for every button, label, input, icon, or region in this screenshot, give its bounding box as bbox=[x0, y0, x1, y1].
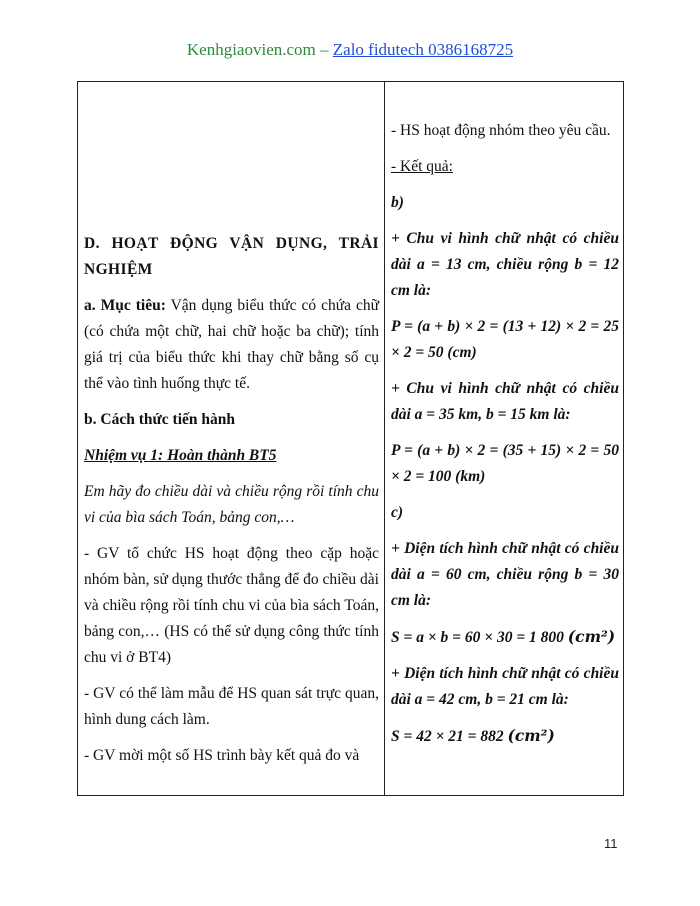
perimeter2-title: + Chu vi hình chữ nhật có chiều dài a = 35 km, b = 15 km là: bbox=[391, 380, 619, 423]
student-activity-column bbox=[391, 118, 619, 760]
result-label: - Kết quả: bbox=[391, 158, 453, 175]
group-work-text: - HS hoạt động nhóm theo yêu cầu. bbox=[391, 122, 611, 139]
area2-calc: S = 42 × 21 = 882 bbox=[391, 728, 508, 745]
header-separator: – bbox=[315, 40, 333, 59]
step-item: - GV mời một số HS trình bày kết quả đo và bbox=[84, 747, 360, 764]
objective-paragraph bbox=[84, 293, 379, 397]
perimeter2-calc: P = (a + b) × 2 = (35 + 15) × 2 = 50 × 2 = 100 (km) bbox=[391, 442, 619, 485]
step-item: - GV tổ chức HS hoạt động theo cặp hoặc nhóm bàn, sử dụng thước thẳng để đo chiều dài và chiều rộng rồi tính chu vi của bìa sách Toán, bảng con,… (HS có thể sử dụng công thức tính chu vi ở BT4) bbox=[84, 545, 379, 666]
objective-label: a. Mục tiêu: bbox=[84, 297, 166, 314]
perimeter1-title: + Chu vi hình chữ nhật có chiều dài a = 13 cm, chiều rộng b = 12 cm là: bbox=[391, 230, 619, 299]
page-number: 11 bbox=[604, 836, 618, 851]
part-c-label: c) bbox=[391, 504, 404, 521]
teacher-activity-column bbox=[84, 231, 379, 779]
section-title: D. HOẠT ĐỘNG VẬN DỤNG, TRẢI NGHIỆM bbox=[84, 235, 379, 278]
header-zalo-link[interactable]: Zalo fidutech 0386168725 bbox=[332, 40, 514, 59]
area1-title: + Diện tích hình chữ nhật có chiều dài a = 60 cm, chiều rộng b = 30 cm là: bbox=[391, 540, 619, 609]
column-divider bbox=[384, 82, 385, 795]
area2-title: + Diện tích hình chữ nhật có chiều dài a = 42 cm, b = 21 cm là: bbox=[391, 665, 619, 708]
step-item: - GV có thể làm mẫu để HS quan sát trực quan, hình dung cách làm. bbox=[84, 685, 379, 728]
objective-text: Vận dụng biểu thức có chứa chữ (có chứa một chữ, hai chữ hoặc ba chữ); tính giá trị của biểu thức khi thay chữ bằng số cụ thể vào tình huống thực tế. bbox=[84, 297, 380, 392]
area1-unit: (cm²) bbox=[567, 627, 616, 646]
area1-calc-line bbox=[391, 624, 619, 651]
area2-calc-line bbox=[391, 723, 619, 750]
area2-unit: (cm²) bbox=[507, 726, 555, 745]
method-label: b. Cách thức tiến hành bbox=[84, 411, 235, 428]
task-prompt: Em hãy đo chiều dài và chiều rộng rồi tính chu vi của bìa sách Toán, bảng con,… bbox=[84, 483, 379, 526]
task-title: Nhiệm vụ 1: Hoàn thành BT5 bbox=[84, 447, 277, 464]
header-site: Kenhgiaovien.com bbox=[186, 40, 316, 59]
lesson-table bbox=[77, 81, 624, 796]
page-header bbox=[0, 40, 700, 60]
perimeter1-calc: P = (a + b) × 2 = (13 + 12) × 2 = 25 × 2 = 50 (cm) bbox=[391, 318, 619, 361]
part-b-label: b) bbox=[391, 194, 404, 211]
area1-calc: S = a × b = 60 × 30 = 1 800 bbox=[391, 629, 568, 646]
